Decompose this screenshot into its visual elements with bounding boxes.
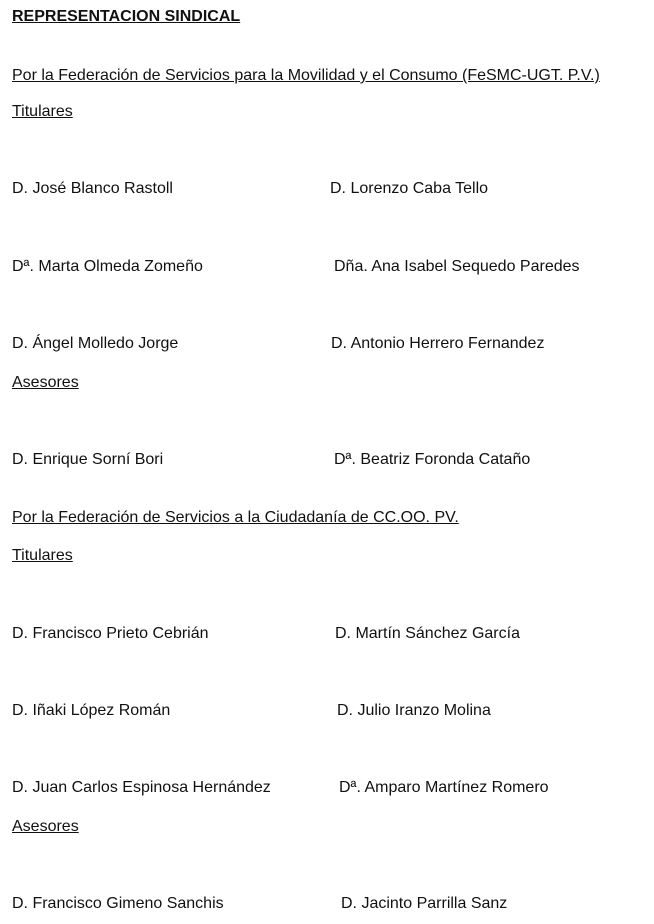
member-name: Dª. Marta Olmeda Zomeño (12, 258, 203, 275)
asesores-label-ugt: Asesores (12, 374, 79, 391)
member-name: Dª. Amparo Martínez Romero (339, 779, 549, 796)
document-title: REPRESENTACION SINDICAL (12, 8, 241, 25)
member-name: D. Antonio Herrero Fernandez (331, 335, 545, 352)
member-name: D. Lorenzo Caba Tello (330, 180, 489, 197)
advisor-name: D. Enrique Sorní Bori (12, 451, 164, 468)
member-name: D. Martín Sánchez García (335, 625, 520, 642)
asesores-label-ccoo: Asesores (12, 818, 79, 835)
member-name: Dña. Ana Isabel Sequedo Paredes (334, 258, 580, 275)
titulares-label-ccoo: Titulares (12, 547, 73, 564)
member-name: D. Juan Carlos Espinosa Hernández (12, 779, 271, 796)
section-heading-ccoo: Por la Federación de Servicios a la Ciudadanía de CC.OO. PV. (12, 509, 459, 526)
member-name: D. Francisco Prieto Cebrián (12, 625, 209, 642)
titulares-label-ugt: Titulares (12, 103, 73, 120)
advisor-name: Dª. Beatriz Foronda Cataño (334, 451, 531, 468)
advisor-name: D. Francisco Gimeno Sanchis (12, 895, 224, 912)
member-name: D. Ángel Molledo Jorge (12, 335, 179, 352)
member-name: D. Julio Iranzo Molina (337, 702, 491, 719)
member-name: D. Iñaki López Román (12, 702, 171, 719)
member-name: D. José Blanco Rastoll (12, 180, 173, 197)
section-heading-ugt: Por la Federación de Servicios para la Movilidad y el Consumo (FeSMC-UGT. P.V.) (12, 67, 600, 84)
advisor-name: D. Jacinto Parrilla Sanz (341, 895, 508, 912)
